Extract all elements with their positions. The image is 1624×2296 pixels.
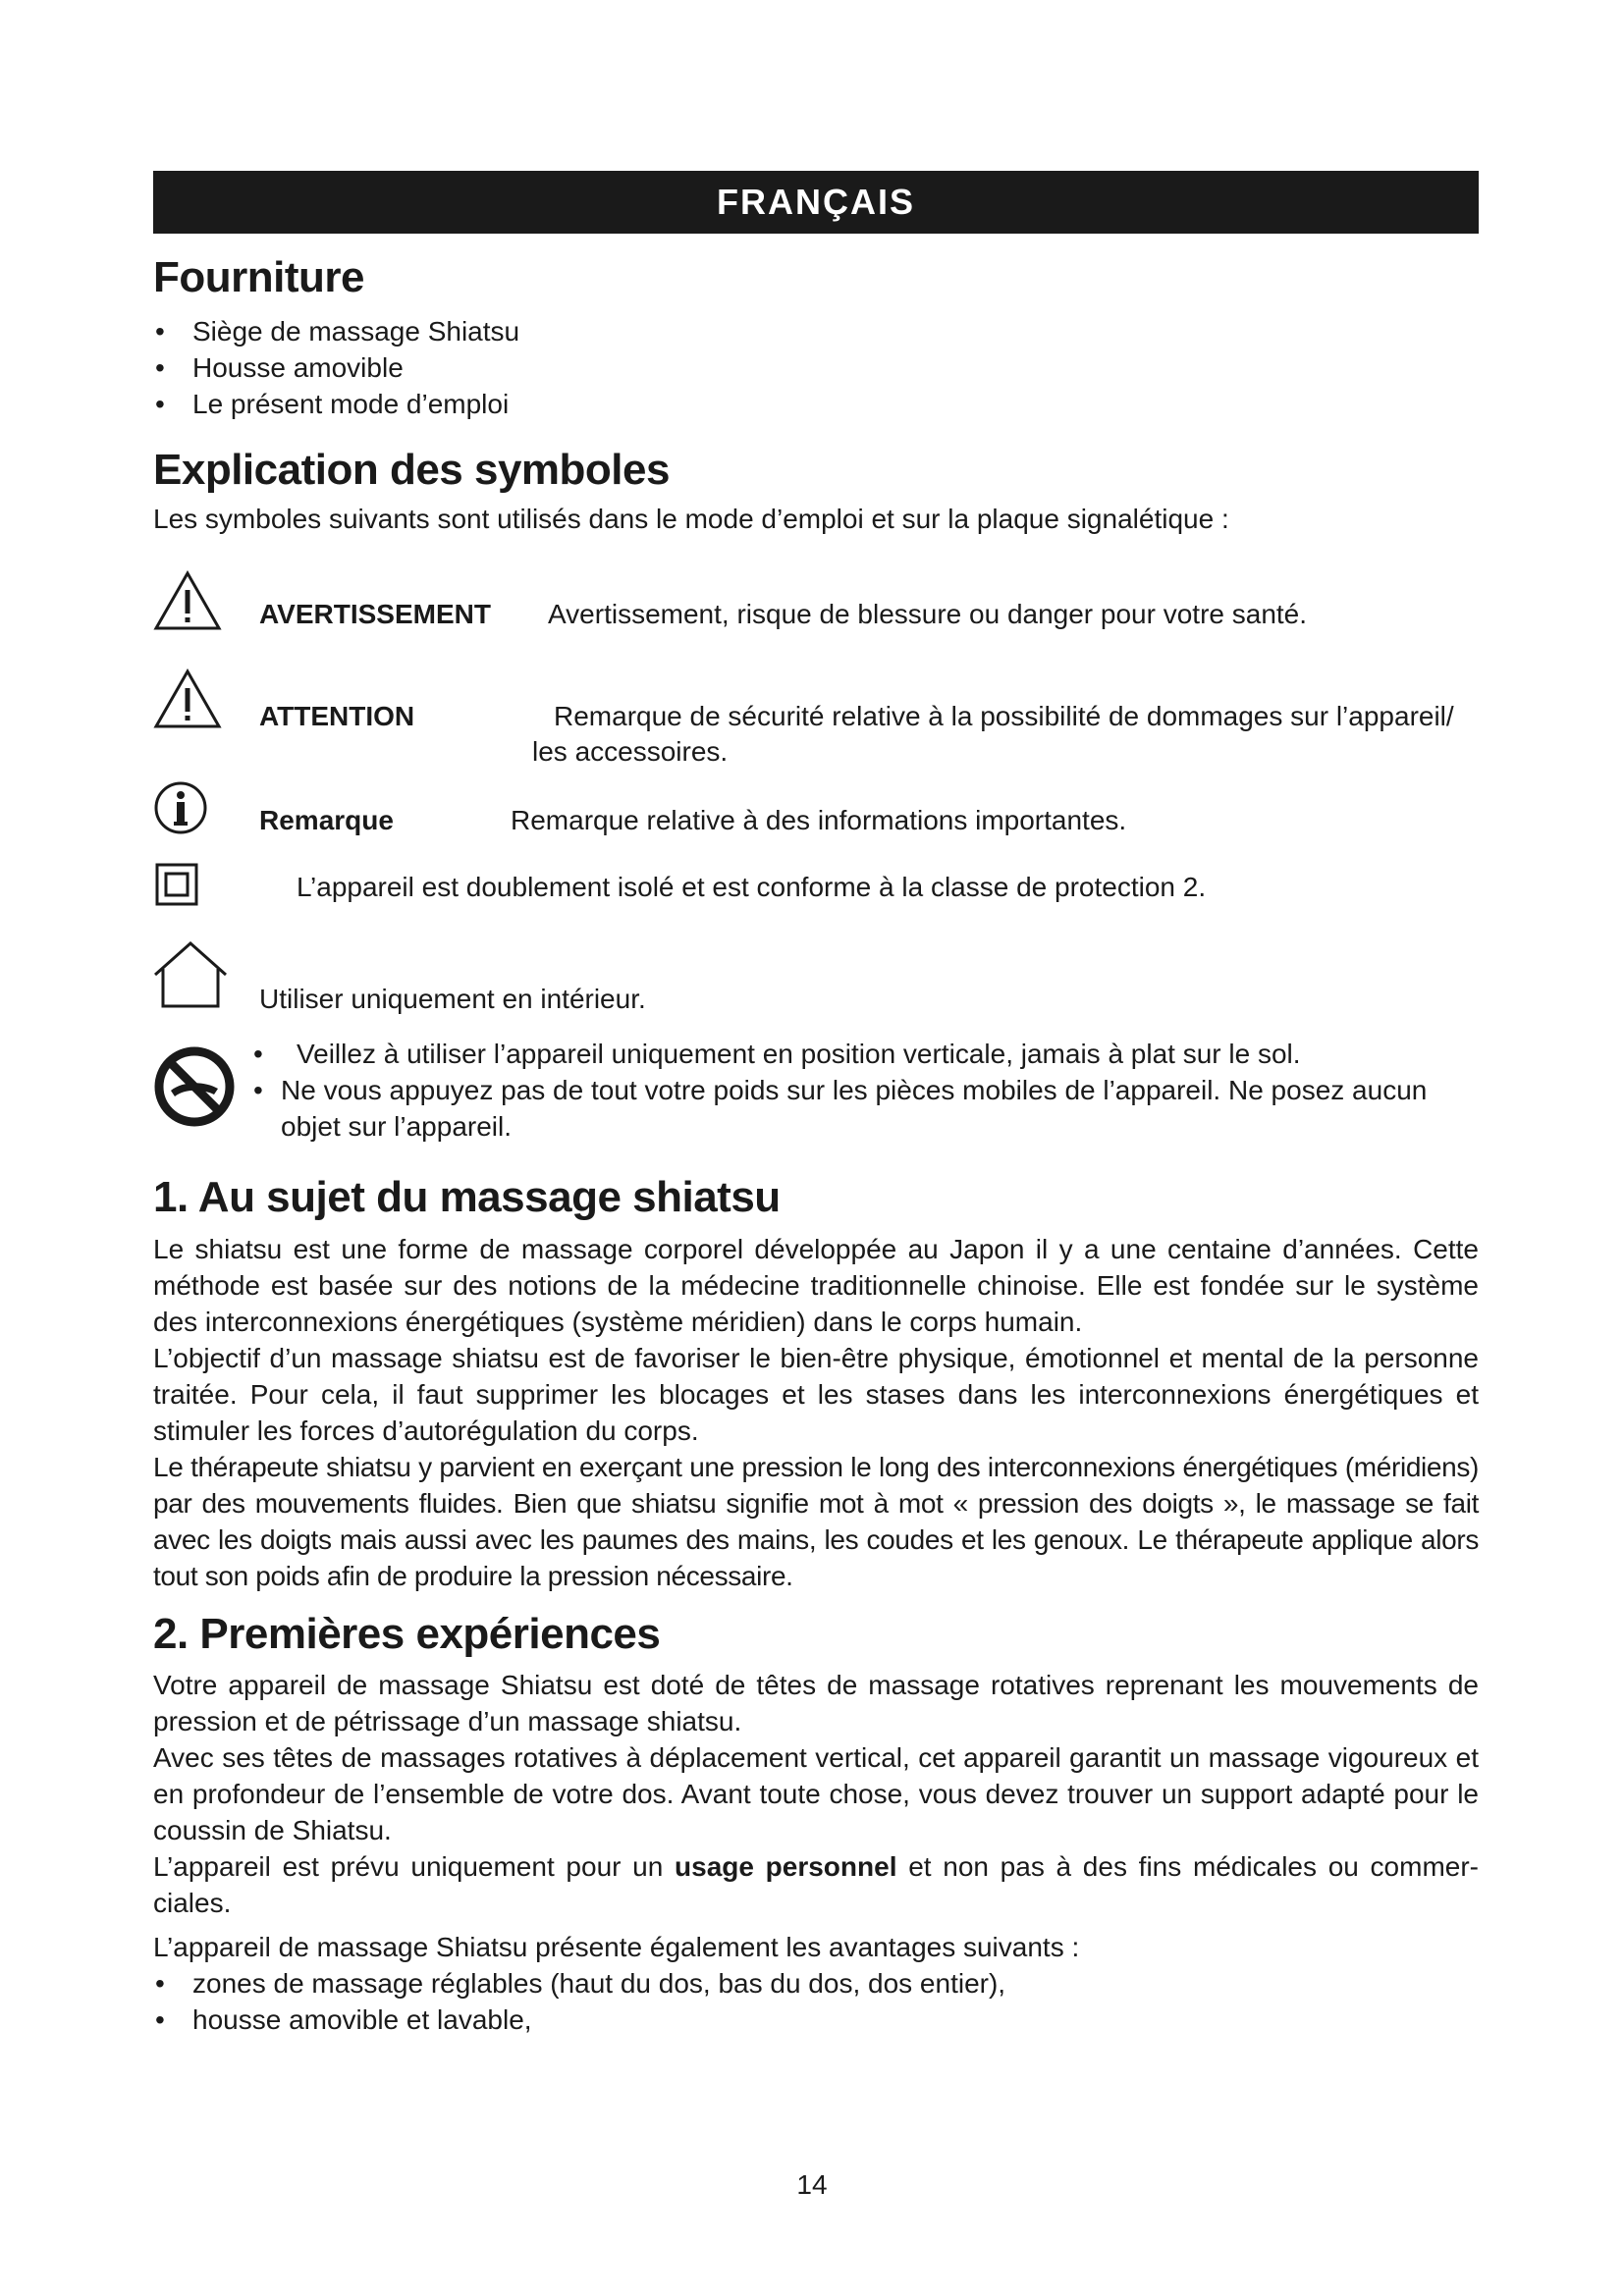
fourniture-list xyxy=(153,313,1479,422)
symbol-interdit xyxy=(153,1036,1479,1155)
remarque-desc: Remarque relative à des informations importantes. xyxy=(511,805,1127,836)
fourniture-heading: Fourniture xyxy=(153,253,364,301)
symbol-classe-2 xyxy=(153,863,1479,939)
section1-heading: 1. Au sujet du massage shiatsu xyxy=(153,1173,781,1222)
symbol-attention xyxy=(153,668,1479,776)
symboles-heading: Explication des symboles xyxy=(153,445,670,494)
list-item xyxy=(251,1036,1479,1072)
info-icon xyxy=(153,780,208,835)
section2-paragraph: Votre appareil de massage Shiatsu est doté de têtes de massage rotatives reprenant les mouvements de pression et de pétrissage d’un massage shiatsu. xyxy=(153,1670,1479,1737)
section2-paragraph: L’appareil de massage Shiatsu présente également les avantages suivants : xyxy=(153,1932,1080,1963)
section2-p3-start: L’appareil est prévu uniquement pour un xyxy=(153,1851,676,1883)
symbol-interieur xyxy=(153,939,1479,1022)
classe-2-desc: L’appareil est doublement isolé et est conforme à la classe de protection 2. xyxy=(297,872,1207,903)
section1-paragraph: Le thérapeute shiatsu y parvient en exerçant une pression le long des interconnexions énergétiques (méridiens) par des mouvements fluides. Bien que shiatsu signifie mot à mot « pression des doigts », le massage se fait avec les doigts mais aussi avec les paumes des mains, les coudes et les genoux. Le thérapeute applique alors tout son poids afin de produire la pression nécessaire. xyxy=(153,1451,1479,1591)
attention-desc-line1: Remarque de sécurité relative à la possibilité de dommages sur l’appareil/ xyxy=(554,701,1454,732)
page-number: 14 xyxy=(796,2169,828,2200)
list-item: • Le présent mode d’emploi xyxy=(153,386,1479,422)
section1-body xyxy=(153,1231,1479,1594)
attention-term: ATTENTION xyxy=(259,701,415,732)
remarque-term: Remarque xyxy=(259,805,394,836)
section2-paragraph: Avec ses têtes de massages rotatives à déplacement vertical, cet appareil garantit un massage vigoureux et en profondeur de l’ensemble de votre dos. Avant toute chose, vous devez trouver un support adapté pour le coussin de Shiatsu. xyxy=(153,1742,1479,1846)
interdit-item-1: Veillez à utiliser l’appareil uniquement en position verticale, jamais à plat sur le sol. xyxy=(297,1039,1301,1070)
symbol-avertissement xyxy=(153,570,1479,668)
section2-body xyxy=(153,1667,1479,2038)
list-item: • Siège de massage Shiatsu xyxy=(153,313,1479,349)
list-item: • housse amovible et lavable, xyxy=(153,2002,1479,2038)
attention-desc-line2: les accessoires. xyxy=(532,736,729,768)
warning-triangle-icon xyxy=(153,570,222,631)
prohibited-icon xyxy=(153,1045,236,1128)
interieur-desc: Utiliser uniquement en intérieur. xyxy=(259,984,646,1015)
list-item: • Housse amovible xyxy=(153,349,1479,386)
page-content xyxy=(153,171,1479,2038)
list-item xyxy=(251,1072,1479,1108)
section2-paragraph xyxy=(153,1848,1479,1921)
avertissement-desc: Avertissement, risque de blessure ou danger pour votre santé. xyxy=(548,599,1308,630)
list-item: • zones de massage réglables (haut du dos, bas du dos, dos entier), xyxy=(153,1965,1479,2002)
double-insulation-icon xyxy=(155,863,198,906)
interdit-list xyxy=(251,1036,1479,1108)
avertissement-term: AVERTISSEMENT xyxy=(259,599,491,630)
section1-paragraph: Le shiatsu est une forme de massage corporel développée au Japon il y a une centaine d’années. Cette méthode est basée sur des notions de la médecine traditionnelle chinoise. Elle est fondée sur le système des interconnexions énergétiques (système méridien) dans le corps humain. xyxy=(153,1233,1479,1337)
language-banner: FRANÇAIS xyxy=(153,171,1479,234)
avantages-list xyxy=(153,1965,1479,2038)
section2-p3-end: et non pas à des fins médicales ou commer-ciales. xyxy=(153,1851,1479,1919)
interdit-item-2: Ne vous appuyez pas de tout votre poids sur les pièces mobiles de l’appareil. Ne posez aucun xyxy=(281,1075,1428,1106)
symboles-intro: Les symboles suivants sont utilisés dans le mode d’emploi et sur la plaque signalétique : xyxy=(153,504,1229,535)
section1-paragraph: L’objectif d’un massage shiatsu est de favoriser le bien-être physique, émotionnel et mental de la personne traitée. Pour cela, il faut supprimer les blocages et les stases dans les interconnexions énergétiques et stimuler les forces d’autorégulation du corps. xyxy=(153,1342,1479,1446)
section2-heading: 2. Premières expériences xyxy=(153,1609,661,1658)
interdit-item-2-cont: objet sur l’appareil. xyxy=(281,1111,513,1143)
indoor-house-icon xyxy=(153,939,228,1010)
usage-personnel-emphasis: usage personnel xyxy=(675,1851,897,1883)
symbol-remarque xyxy=(153,780,1479,863)
caution-triangle-icon xyxy=(153,668,222,729)
